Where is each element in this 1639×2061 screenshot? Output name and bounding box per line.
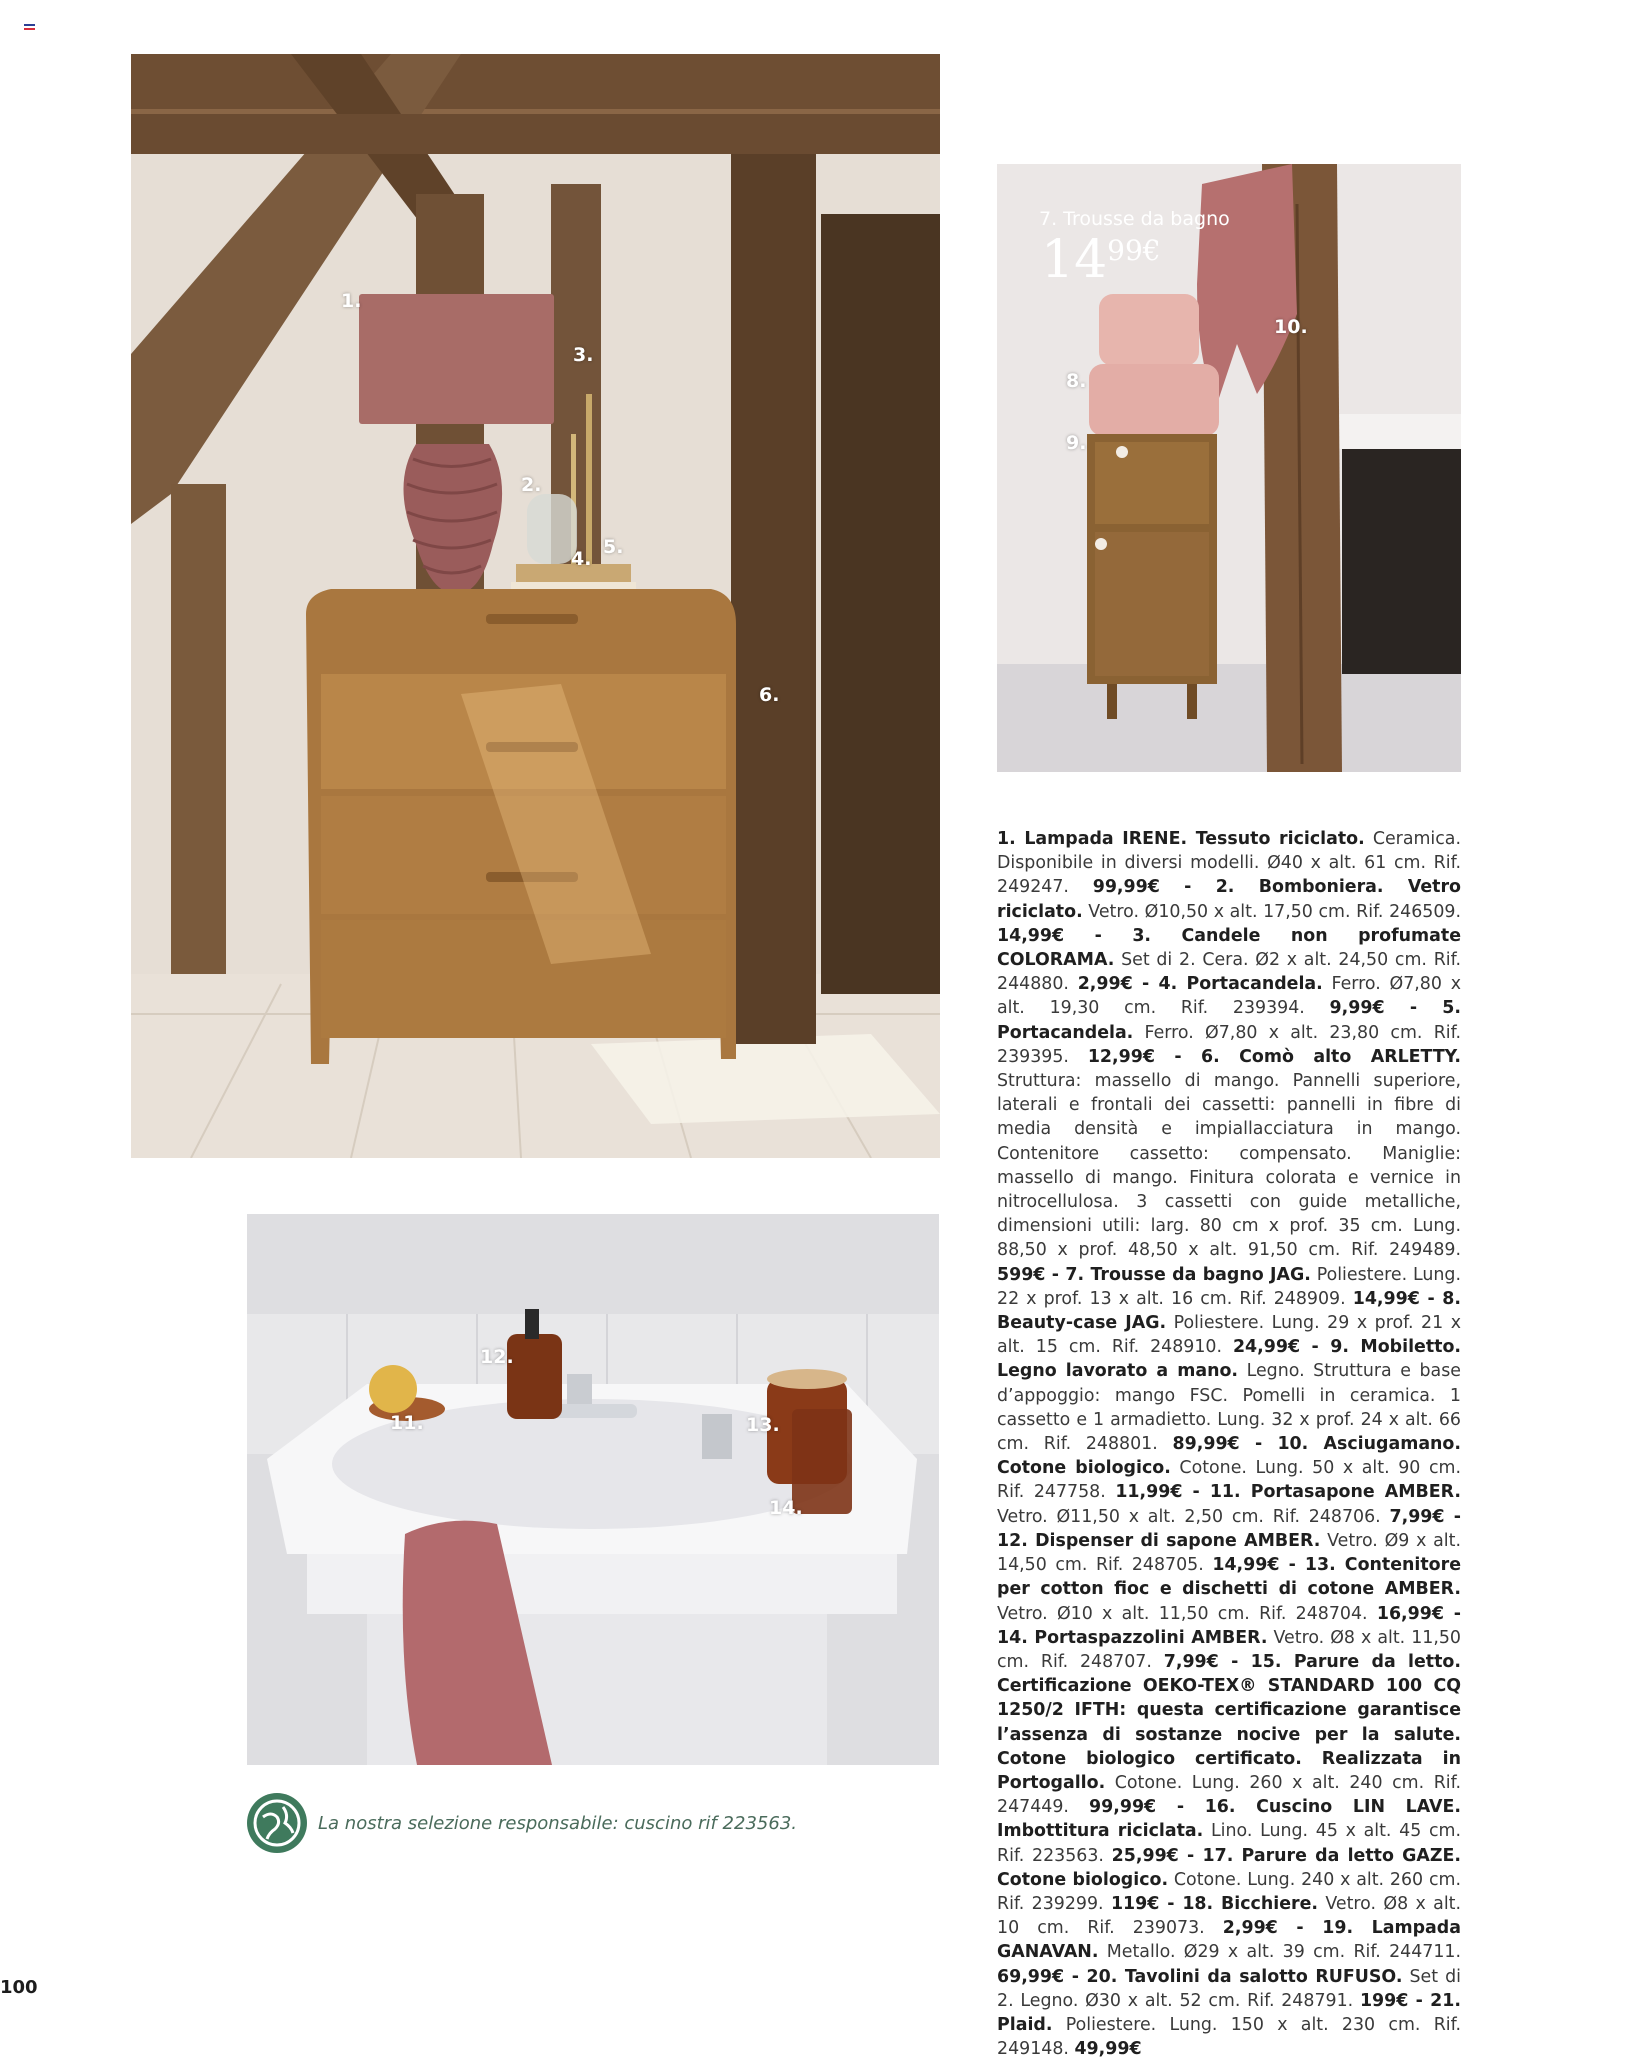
description-text: Cotone. Lung. 240 x alt. 260 cm. Rif. 239299. <box>997 1869 1461 1914</box>
description-highlight: 24,99€ - 9. Mobiletto. Legno lavorato a mano. <box>997 1337 1462 1382</box>
description-highlight: 2,99€ - 4. Portacandela. <box>1077 974 1323 995</box>
eco-globe-icon <box>247 1793 307 1853</box>
description-text: Vetro. Ø8 x alt. 11,50 cm. Rif. 248707. <box>997 1627 1462 1672</box>
description-highlight: 199€ - 21. Plaid. <box>997 1990 1461 2035</box>
item-number-label: 14. <box>769 1497 803 1519</box>
item-number-label: 2. <box>521 474 542 496</box>
sink-illustration <box>247 1214 939 1765</box>
attic-bedroom-illustration <box>131 54 940 1158</box>
item-number-label: 4. <box>571 548 592 570</box>
description-highlight: 7,99€ - 15. Parure da letto. Certificazione OEKO-TEX® STANDARD 100 CQ 1250/2 IFTH: questa certificazione garantisce l’assenza di sostanze nocive per la salute. Cotone biologico certificato. Realizzata in Portogallo. <box>997 1651 1461 1793</box>
description-highlight: 14,99€ - 8. Beauty-case JAG. <box>997 1288 1461 1334</box>
price-cents: 99€ <box>1107 234 1161 267</box>
item-number-label: 5. <box>603 536 624 558</box>
description-highlight: 12,99€ - 6. Comò alto ARLETTY. <box>1087 1046 1461 1067</box>
item-number-label: 6. <box>759 684 780 706</box>
description-text: Cotone. Lung. 260 x alt. 240 cm. Rif. 247449. <box>997 1772 1461 1818</box>
description-highlight: 69,99€ - 20. Tavolini da salotto RUFUSO. <box>997 1966 1403 1987</box>
item-number-label: 1. <box>341 290 362 312</box>
description-highlight: 16,99€ - 14. Portaspazzolini AMBER. <box>997 1603 1461 1648</box>
description-text: Set di 2. Cera. Ø2 x alt. 24,50 cm. Rif. 244880. <box>997 950 1461 995</box>
description-text: Set di 2. Legno. Ø30 x alt. 52 cm. Rif. 248791. <box>997 1966 1461 2011</box>
description-text: Ferro. Ø7,80 x alt. 19,30 cm. Rif. 239394. <box>997 974 1461 1019</box>
description-highlight: 99,99€ - 16. Cuscino LIN LAVE. Imbottitura riciclata. <box>997 1797 1461 1842</box>
description-highlight: 14,99€ - 3. Candele non profumate COLORAMA. <box>997 925 1461 971</box>
item-number-label: 9. <box>1066 432 1087 454</box>
item-number-label: 3. <box>573 344 594 366</box>
item-number-label: 11. <box>390 1412 424 1434</box>
item-number-label: 8. <box>1066 370 1087 392</box>
main-product-photo <box>131 54 940 1158</box>
featured-product-title: 7. Trousse da bagno <box>1039 208 1230 230</box>
price-units: 14 <box>1041 230 1108 290</box>
description-highlight: 7,99€ - 12. Dispenser di sapone AMBER. <box>997 1506 1462 1551</box>
description-text: Legno. Struttura e base d’appoggio: mango FSC. Pomelli in ceramica. 1 cassetto e 1 armadietto. Lung. 32 x prof. 24 x alt. 66 cm. Rif. 248801. <box>997 1361 1461 1455</box>
description-text: Poliestere. Lung. 29 x prof. 21 x alt. 15 cm. Rif. 248910. <box>997 1313 1461 1358</box>
description-text: Struttura: massello di mango. Pannelli superiore, laterali e frontali dei cassetti: pannelli in fibre di media densità e impiallacciatura in mango. Contenitore cassetto: compensato. Maniglie: massello di mango. Finitura colorata e vernice in nitrocellulosa. 3 cassetti con guide metalliche, dimensioni utili: larg. 80 cm x prof. 35 cm. Lung. 88,50 x prof. 48,50 x alt. 91,50 cm. Rif. 249489. <box>997 1071 1461 1261</box>
description-text: Cotone. Lung. 50 x alt. 90 cm. Rif. 247758. <box>997 1458 1461 1503</box>
description-highlight: 2,99€ - 19. Lampada GANAVAN. <box>997 1918 1461 1963</box>
description-text: Poliestere. Lung. 150 x alt. 230 cm. Rif. 249148. <box>997 2014 1461 2060</box>
description-highlight: 119€ - 18. Bicchiere. <box>1110 1893 1318 1914</box>
item-number-label: 12. <box>480 1346 514 1368</box>
description-text: Vetro. Ø10,50 x alt. 17,50 cm. Rif. 246509. <box>1082 901 1461 922</box>
sink-accessories-photo <box>247 1214 939 1765</box>
description-text: Ceramica. Disponibile in diversi modelli. Ø40 x alt. 61 cm. Rif. 249247. <box>997 829 1461 898</box>
eco-selection-note: La nostra selezione responsabile: cuscino rif 223563. <box>318 1813 797 1834</box>
description-text: Metallo. Ø29 x alt. 39 cm. Rif. 244711. <box>1098 1942 1461 1963</box>
description-highlight: 25,99€ - 17. Parure da letto GAZE. Cotone biologico. <box>997 1845 1461 1890</box>
page-number: 100 <box>0 1977 38 1998</box>
description-text: Lino. Lung. 45 x alt. 45 cm. Rif. 223563. <box>997 1821 1461 1866</box>
description-text: Vetro. Ø8 x alt. 10 cm. Rif. 239073. <box>997 1893 1461 1939</box>
description-text: Vetro. Ø9 x alt. 14,50 cm. Rif. 248705. <box>997 1530 1461 1576</box>
description-text: Ferro. Ø7,80 x alt. 23,80 cm. Rif. 239395. <box>997 1022 1461 1067</box>
item-number-label: 10. <box>1274 316 1308 338</box>
description-highlight: 89,99€ - 10. Asciugamano. Cotone biologico. <box>997 1434 1461 1479</box>
item-number-label: 13. <box>746 1414 780 1436</box>
featured-price <box>1041 230 1161 290</box>
description-highlight: 1. Lampada IRENE. Tessuto riciclato. <box>997 829 1365 849</box>
description-text: Vetro. Ø10 x alt. 11,50 cm. Rif. 248704. <box>997 1603 1377 1624</box>
description-text: Poliestere. Lung. 22 x prof. 13 x alt. 16 cm. Rif. 248909. <box>997 1264 1461 1309</box>
flag-icon <box>24 24 35 35</box>
description-highlight: 11,99€ - 11. Portasapone AMBER. <box>1115 1482 1461 1503</box>
product-description <box>997 827 1461 2061</box>
description-highlight: 9,99€ - 5. Portacandela. <box>997 998 1461 1043</box>
description-highlight: 599€ - 7. Trousse da bagno JAG. <box>997 1264 1311 1285</box>
bathroom-cabinet-photo <box>997 164 1461 772</box>
description-highlight: 49,99€ <box>1074 2039 1142 2060</box>
description-highlight: 99,99€ - 2. Bomboniera. Vetro riciclato. <box>997 877 1461 922</box>
description-text: Vetro. Ø11,50 x alt. 2,50 cm. Rif. 248706. <box>997 1506 1390 1527</box>
description-highlight: 14,99€ - 13. Contenitore per cotton fioc e dischetti di cotone AMBER. <box>997 1555 1461 1600</box>
